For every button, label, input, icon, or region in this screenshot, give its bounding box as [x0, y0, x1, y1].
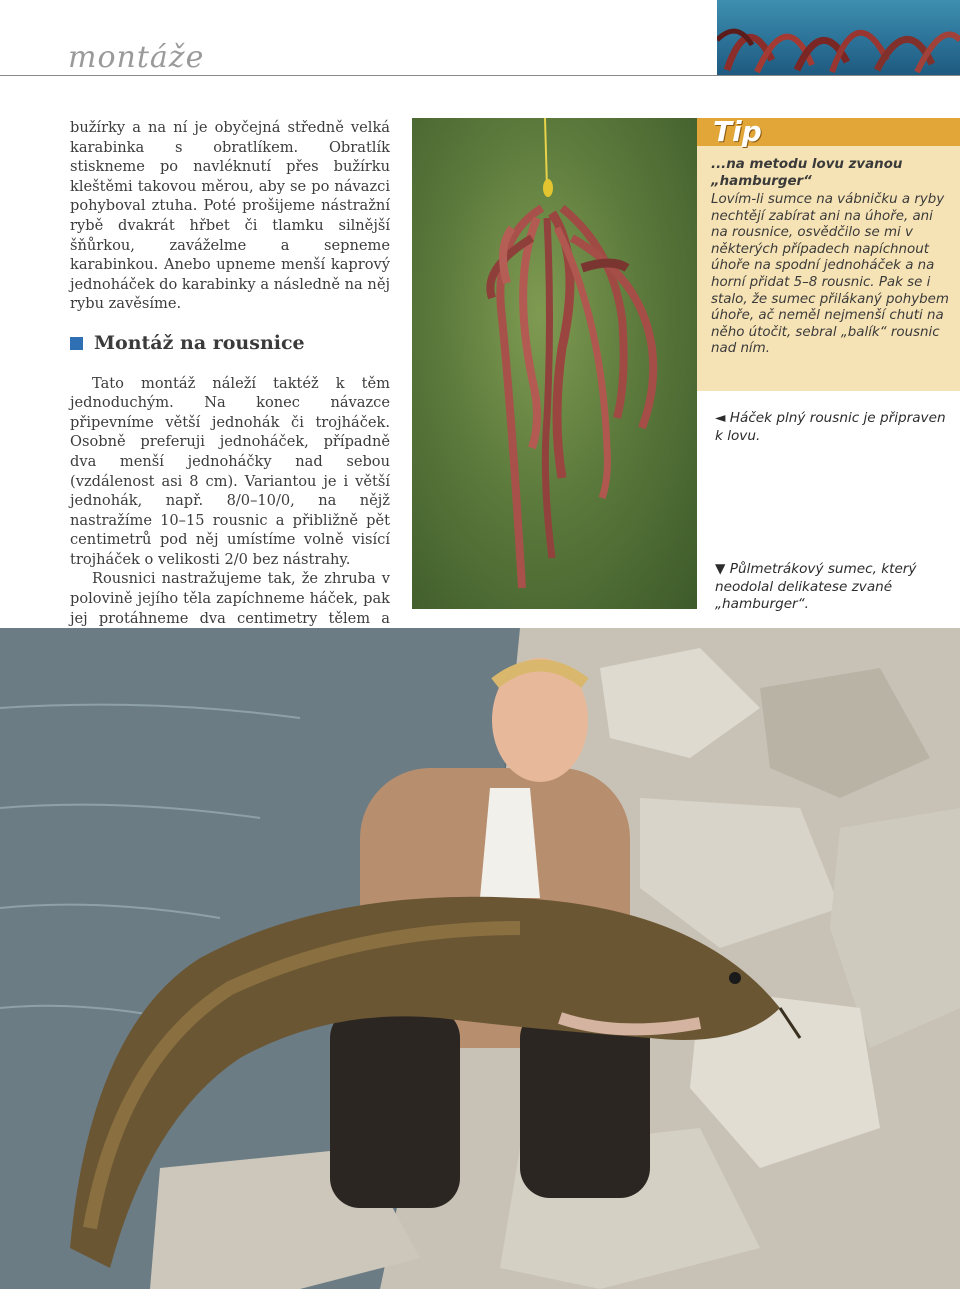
- article-text-column: [70, 118, 390, 687]
- header-photo-worms: [717, 0, 960, 75]
- worm-bundle-image: [412, 118, 697, 609]
- tip-badge: Tip: [713, 115, 762, 148]
- section-title: Montáž na rousnice: [94, 331, 305, 354]
- intro-paragraph: bužírky a na ní je obyčejná středně velká karabinka s obratlíkem. Obratlík stiskneme po navléknutí přes bužírku kleštěmi takovou měrou, aby se po návazci pohyboval ztuha. Poté prošijeme nástražní rybě dvakrát hřbet či tlamku silnější šňůrkou, zaváželme a sepneme karabinkou. Anebo upneme menší kaprový jednoháček do karabinky a následně na něj rybu zavěsíme.: [70, 119, 390, 313]
- tip-body: Lovím-li sumce na vábničku a ryby nechtějí zabírat ani na úhoře, ani na rousnice, osvědčilo se mi v některých případech napíchnout úhoře na spodní jednoháček a na horní přidat 5–8 rousnic. Pak se i stalo, že sumec přilákaný pohybem úhoře, ač neměl nejmenší chuti na něho útočit, sebral „balík“ rousnic nad ním.: [711, 192, 949, 357]
- catfish-photo: [0, 628, 960, 1289]
- header-rule: [0, 75, 960, 76]
- body-paragraph-2: Rousnici nastražujeme tak, že zhruba v polovině jejího těla zapíchneme háček, pak jej protáhneme dva centimetry tělem a: [70, 570, 390, 627]
- section-square-icon: [70, 337, 83, 350]
- tip-heading: ...na metodu lovu zvanou „hamburger“: [711, 157, 903, 189]
- header-worms-image: [717, 0, 960, 75]
- body-paragraph-1: Tato montáž náleží taktéž k těm jednoduchým. Na konec návazce připevníme větší jednohák či trojháček. Osobně preferuji jednoháček, případně dva menší jednoháčky nad sebou (vzdálenost asi 8 cm). Variantou je i větší jednohák, např. 8/0–10/0, na nějž nastražíme 10–15 rousnic a přibližně pět centimetrů pod něj umístíme volně visící trojháček o velikosti 2/0 bez nástrahy.: [70, 374, 390, 568]
- section-heading: [70, 331, 390, 354]
- caption-hook: ◄ Háček plný rousnic je připraven k lovu.: [715, 410, 946, 444]
- worm-hook-photo: [412, 118, 697, 609]
- tip-box: [697, 115, 960, 391]
- section-word: montáže: [68, 40, 205, 75]
- catfish-angler-image: [0, 628, 960, 1289]
- caption-catfish: ▼ Půlmetrákový sumec, který neodolal delikatese zvané „hamburger“.: [715, 561, 917, 612]
